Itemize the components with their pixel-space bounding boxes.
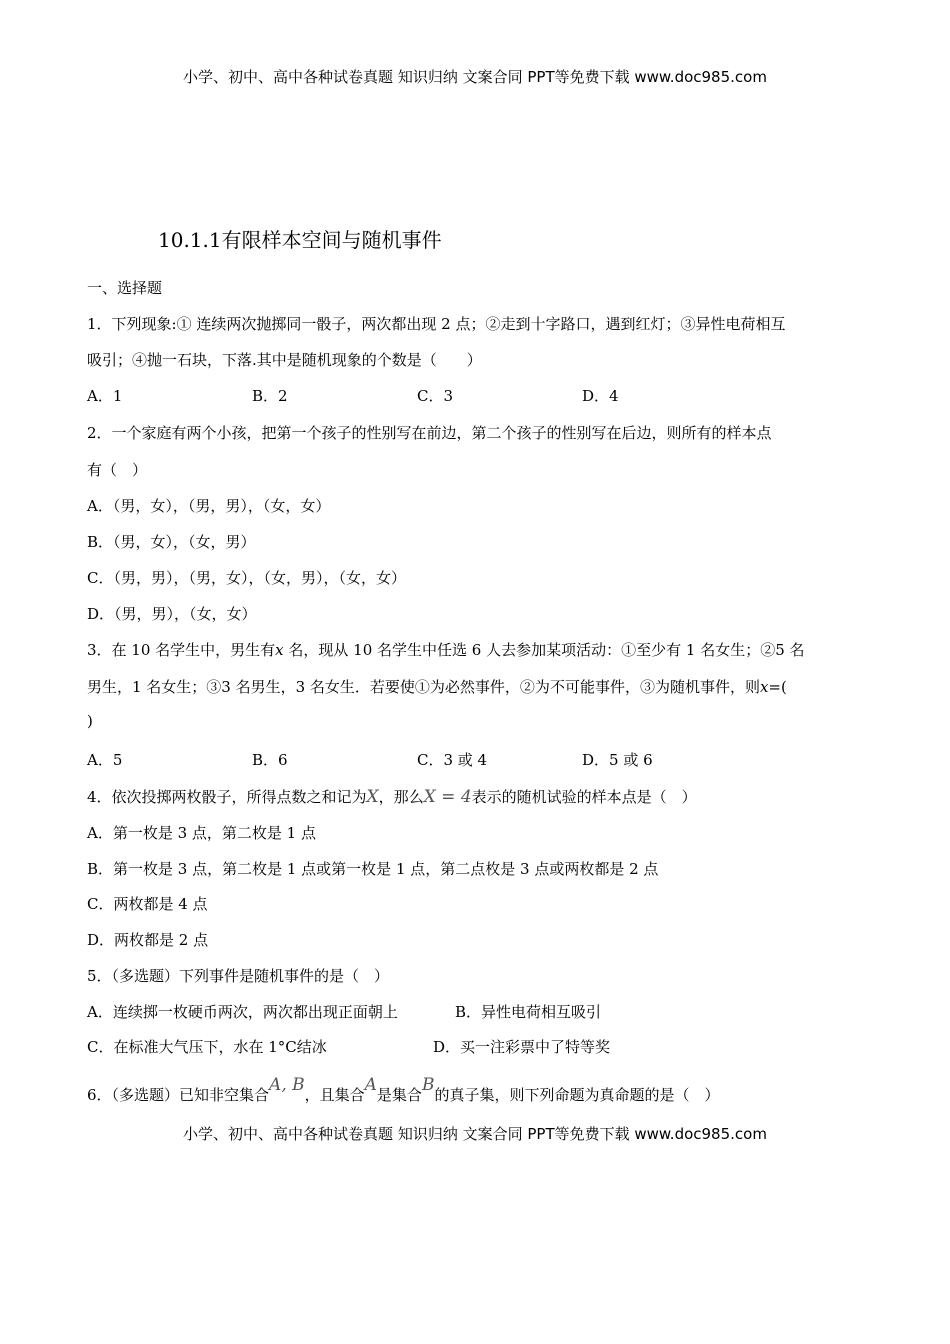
q3-option-d: D．5 或 6 [582, 751, 653, 769]
q2-option-a: A．（男，女），（男，男），（女，女） [87, 497, 331, 515]
q4-text-3: 表示的随机试验的样本点是（ ） [471, 788, 697, 806]
q1-option-c: C．3 [417, 387, 454, 405]
q3-option-b: B．6 [252, 751, 288, 769]
q6-text-1: 6．（多选题）已知非空集合 [87, 1086, 270, 1104]
q3-text-2: 名，现从 10 名学生中任选 6 人去参加某项活动：①至少有 1 名女生；②5 名 [283, 641, 805, 659]
q1-option-d: D．4 [582, 387, 619, 405]
q1-stem-line1: 1．下列现象:① 连续两次抛掷同一骰子，两次都出现 2 点；②走到十字路口，遇到红灯；③异性电荷相互 [87, 315, 786, 333]
q3-option-c: C．3 或 4 [417, 751, 488, 769]
q4-text-2: ，那么 [378, 788, 424, 806]
header-banner: 小学、初中、高中各种试卷真题 知识归纳 文案合同 PPT等免费下载 www.doc985.com [183, 68, 767, 86]
q6-math-b: B [421, 1075, 435, 1095]
footer-banner: 小学、初中、高中各种试卷真题 知识归纳 文案合同 PPT等免费下载 www.doc985.com [183, 1125, 767, 1143]
document-title: 10.1.1有限样本空间与随机事件 [158, 228, 442, 252]
q5-option-a: A．连续掷一枚硬币两次，两次都出现正面朝上 [87, 1003, 398, 1021]
q5-stem: 5．（多选题）下列事件是随机事件的是（ ） [87, 967, 390, 985]
q4-option-d: D．两枚都是 2 点 [87, 931, 209, 949]
q3-stem-line3: ) [87, 712, 93, 730]
q5-option-b: B．异性电荷相互吸引 [455, 1003, 602, 1021]
q6-math-a: A [364, 1075, 377, 1095]
q4-option-a: A．第一枚是 3 点，第二枚是 1 点 [87, 824, 316, 842]
q3-stem-line2 [87, 676, 787, 697]
q2-stem-line1: 2．一个家庭有两个小孩，把第一个孩子的性别写在前边，第二个孩子的性别写在后边，则所有的样本点 [87, 424, 772, 442]
q6-text-4: 的真子集，则下列命题为真命题的是（ ） [434, 1086, 720, 1104]
q6-math-ab: A, B [269, 1075, 305, 1095]
q6-text-2: ，且集合 [304, 1086, 365, 1104]
q2-stem-line2: 有（ ） [87, 461, 148, 479]
q2-option-d: D．（男，男），（女，女） [87, 605, 257, 623]
q1-option-a: A．1 [87, 387, 123, 405]
q5-option-d: D．买一注彩票中了特等奖 [433, 1038, 611, 1056]
q3-var-x: x [275, 641, 284, 659]
q3-text-3: 男生，1 名女生；③3 名男生，3 名女生．若要使①为必然事件，②为不可能事件，③为随机事件，则 [87, 678, 760, 696]
section-heading: 一、选择题 [87, 279, 163, 297]
q3-option-a: A．5 [87, 751, 123, 769]
q4-math-x-eq-4: X = 4 [423, 787, 472, 807]
q4-text-1: 4．依次投掷两枚骰子，所得点数之和记为 [87, 788, 367, 806]
q2-option-c: C．（男，男），（男，女），（女，男），（女，女） [87, 569, 406, 587]
q5-option-c: C．在标准大气压下，水在 1°C结冰 [87, 1038, 327, 1056]
q3-text-1: 3．在 10 名学生中，男生有 [87, 641, 276, 659]
q1-option-b: B．2 [252, 387, 288, 405]
q6-text-3: 是集合 [376, 1086, 422, 1104]
q4-option-c: C．两枚都是 4 点 [87, 895, 208, 913]
q3-var-x2: x [759, 678, 769, 696]
q3-text-4: =( [768, 678, 787, 696]
q1-stem-line2: 吸引；④抛一石块，下落.其中是随机现象的个数是（ ） [87, 351, 482, 369]
q4-stem [87, 786, 697, 807]
q6-stem [87, 1075, 720, 1105]
q3-stem-line1 [87, 639, 805, 660]
q4-math-x: X [366, 787, 379, 807]
q2-option-b: B．（男，女），（女，男） [87, 533, 256, 551]
q4-option-b: B．第一枚是 3 点，第二枚是 1 点或第一枚是 1 点，第二点枚是 3 点或两枚都是 2 点 [87, 860, 659, 878]
